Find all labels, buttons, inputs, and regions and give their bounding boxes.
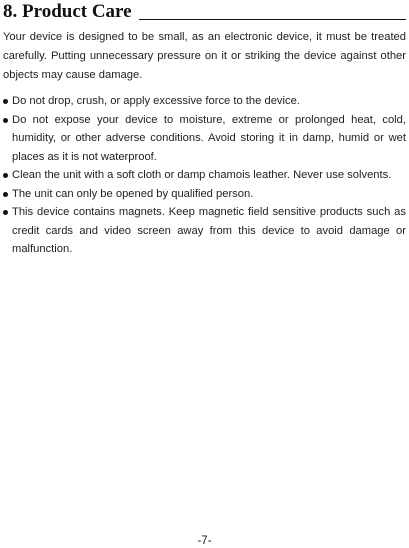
bullet-icon [3,118,8,123]
section-heading [3,1,406,25]
list-item [0,203,406,259]
list-item-text: Do not expose your device to moisture, extreme or prolonged heat, cold, humidity, or other adverse conditions. Avoid storing it in damp, humid or wet places as it is not waterproof. [12,113,406,163]
list-item [0,166,406,185]
care-instructions-list [0,92,406,259]
list-item [0,185,406,204]
list-item-text: Clean the unit with a soft cloth or damp chamois leather. Never use solvents. [12,169,392,181]
bullet-icon [3,173,8,178]
bullet-icon [3,99,8,104]
section-title: 8. Product Care [3,1,132,22]
list-item-text: Do not drop, crush, or apply excessive force to the device. [12,95,300,107]
bullet-icon [3,210,8,215]
list-item-text: The unit can only be opened by qualified person. [12,187,254,200]
list-item [0,111,406,167]
page-number: -7- [197,535,212,547]
bullet-icon [3,192,8,197]
list-item [0,92,406,111]
heading-underline [139,19,406,20]
intro-paragraph: Your device is designed to be small, as an electronic device, it must be treated carefully. Putting unnecessary pressure on it or striking the device against other objects may cause damage. [3,31,406,81]
list-item-text: This device contains magnets. Keep magnetic field sensitive products such as credit cards and video screen away from this device to avoid damage or malfunction. [12,206,406,255]
